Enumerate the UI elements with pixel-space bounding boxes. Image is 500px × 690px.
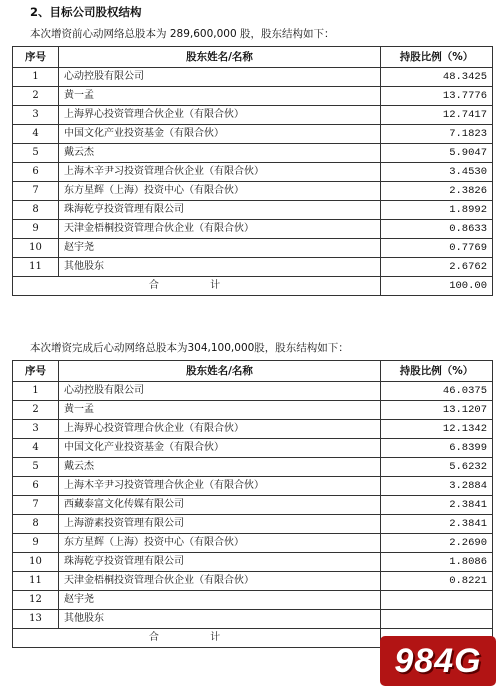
header-name: 股东姓名/名称 bbox=[59, 47, 381, 68]
row-no: 7 bbox=[13, 496, 59, 515]
before-intro-text: 本次增资前心动网络总股本为 289,600,000 股，股东结构如下： bbox=[30, 28, 335, 40]
row-name: 黄一孟 bbox=[59, 401, 381, 420]
row-pct bbox=[381, 610, 493, 629]
row-name: 西藏泰富文化传媒有限公司 bbox=[59, 496, 381, 515]
row-name: 其他股东 bbox=[59, 258, 381, 277]
row-name: 中国文化产业投资基金（有限合伙） bbox=[59, 125, 381, 144]
table-row bbox=[13, 87, 493, 106]
row-no: 7 bbox=[13, 182, 59, 201]
row-name: 东方星辉（上海）投资中心（有限合伙） bbox=[59, 534, 381, 553]
table-header-row bbox=[13, 47, 493, 68]
row-pct: 48.3425 bbox=[381, 68, 493, 87]
row-no: 10 bbox=[13, 239, 59, 258]
table-header-row bbox=[13, 361, 493, 382]
row-no: 6 bbox=[13, 477, 59, 496]
row-no: 6 bbox=[13, 163, 59, 182]
table-row bbox=[13, 182, 493, 201]
watermark-text: 984G bbox=[394, 642, 482, 680]
row-no: 4 bbox=[13, 125, 59, 144]
table-row bbox=[13, 591, 493, 610]
row-name: 上海木辛尹习投资管理合伙企业（有限合伙） bbox=[59, 477, 381, 496]
table-row bbox=[13, 572, 493, 591]
table-row bbox=[13, 553, 493, 572]
table-row bbox=[13, 534, 493, 553]
row-name: 心动控股有限公司 bbox=[59, 382, 381, 401]
shareholder-table-after bbox=[12, 360, 493, 648]
row-name: 天津金梧桐投资管理合伙企业（有限合伙） bbox=[59, 220, 381, 239]
row-no: 3 bbox=[13, 106, 59, 125]
header-pct: 持股比例（%） bbox=[381, 361, 493, 382]
row-pct: 0.7769 bbox=[381, 239, 493, 258]
header-no: 序号 bbox=[13, 47, 59, 68]
table-row bbox=[13, 258, 493, 277]
header-no: 序号 bbox=[13, 361, 59, 382]
row-name: 上海界心投资管理合伙企业（有限合伙） bbox=[59, 420, 381, 439]
row-pct: 2.3826 bbox=[381, 182, 493, 201]
row-no: 8 bbox=[13, 515, 59, 534]
row-no: 2 bbox=[13, 87, 59, 106]
section-title: 2、目标公司股权结构 bbox=[30, 5, 142, 19]
row-name: 珠海乾亨投资管理有限公司 bbox=[59, 553, 381, 572]
row-no: 9 bbox=[13, 534, 59, 553]
row-pct: 7.1823 bbox=[381, 125, 493, 144]
row-no: 1 bbox=[13, 382, 59, 401]
row-pct bbox=[381, 591, 493, 610]
row-pct: 13.1207 bbox=[381, 401, 493, 420]
total-label: 合 计 bbox=[13, 277, 381, 296]
table-row bbox=[13, 477, 493, 496]
row-name: 戴云杰 bbox=[59, 144, 381, 163]
row-no: 11 bbox=[13, 572, 59, 591]
total-label: 合 计 bbox=[13, 629, 381, 648]
row-no: 1 bbox=[13, 68, 59, 87]
row-no: 3 bbox=[13, 420, 59, 439]
row-no: 5 bbox=[13, 144, 59, 163]
row-pct: 1.8086 bbox=[381, 553, 493, 572]
row-name: 上海界心投资管理合伙企业（有限合伙） bbox=[59, 106, 381, 125]
row-pct: 0.8633 bbox=[381, 220, 493, 239]
row-no: 8 bbox=[13, 201, 59, 220]
row-no: 9 bbox=[13, 220, 59, 239]
table-row bbox=[13, 610, 493, 629]
row-pct: 2.2690 bbox=[381, 534, 493, 553]
header-name: 股东姓名/名称 bbox=[59, 361, 381, 382]
table-row bbox=[13, 144, 493, 163]
table-row bbox=[13, 458, 493, 477]
row-no: 4 bbox=[13, 439, 59, 458]
row-name: 赵宇尧 bbox=[59, 591, 381, 610]
after-intro-text: 本次增资完成后心动网络总股本为304,100,000股，股东结构如下： bbox=[30, 342, 349, 354]
row-pct: 2.6762 bbox=[381, 258, 493, 277]
row-pct: 3.2884 bbox=[381, 477, 493, 496]
table-row bbox=[13, 201, 493, 220]
row-pct: 13.7776 bbox=[381, 87, 493, 106]
row-name: 黄一孟 bbox=[59, 87, 381, 106]
row-no: 11 bbox=[13, 258, 59, 277]
table-row bbox=[13, 163, 493, 182]
table-row bbox=[13, 106, 493, 125]
row-pct: 12.1342 bbox=[381, 420, 493, 439]
table-row bbox=[13, 420, 493, 439]
row-no: 10 bbox=[13, 553, 59, 572]
table-row bbox=[13, 125, 493, 144]
site-watermark-logo bbox=[380, 636, 496, 686]
total-value: 100.00 bbox=[381, 277, 493, 296]
table-row bbox=[13, 239, 493, 258]
row-pct: 12.7417 bbox=[381, 106, 493, 125]
row-pct: 1.8992 bbox=[381, 201, 493, 220]
row-pct: 5.9047 bbox=[381, 144, 493, 163]
row-name: 中国文化产业投资基金（有限合伙） bbox=[59, 439, 381, 458]
row-name: 戴云杰 bbox=[59, 458, 381, 477]
table-row bbox=[13, 68, 493, 87]
total-row bbox=[13, 277, 493, 296]
row-name: 东方星辉（上海）投资中心（有限合伙） bbox=[59, 182, 381, 201]
row-pct: 46.0375 bbox=[381, 382, 493, 401]
row-no: 13 bbox=[13, 610, 59, 629]
row-no: 12 bbox=[13, 591, 59, 610]
row-name: 心动控股有限公司 bbox=[59, 68, 381, 87]
row-name: 其他股东 bbox=[59, 610, 381, 629]
row-name: 珠海乾亨投资管理有限公司 bbox=[59, 201, 381, 220]
row-pct: 2.3841 bbox=[381, 515, 493, 534]
table-row bbox=[13, 515, 493, 534]
row-pct: 5.6232 bbox=[381, 458, 493, 477]
table-row bbox=[13, 496, 493, 515]
table-row bbox=[13, 439, 493, 458]
row-name: 赵宇尧 bbox=[59, 239, 381, 258]
row-pct: 6.8399 bbox=[381, 439, 493, 458]
table-row bbox=[13, 382, 493, 401]
row-no: 5 bbox=[13, 458, 59, 477]
row-pct: 0.8221 bbox=[381, 572, 493, 591]
row-no: 2 bbox=[13, 401, 59, 420]
row-name: 上海游素投资管理有限公司 bbox=[59, 515, 381, 534]
row-name: 天津金梧桐投资管理合伙企业（有限合伙） bbox=[59, 572, 381, 591]
row-pct: 3.4530 bbox=[381, 163, 493, 182]
shareholder-table-before bbox=[12, 46, 493, 296]
table-row bbox=[13, 401, 493, 420]
row-name: 上海木辛尹习投资管理合伙企业（有限合伙） bbox=[59, 163, 381, 182]
table-row bbox=[13, 220, 493, 239]
row-pct: 2.3841 bbox=[381, 496, 493, 515]
header-pct: 持股比例（%） bbox=[381, 47, 493, 68]
